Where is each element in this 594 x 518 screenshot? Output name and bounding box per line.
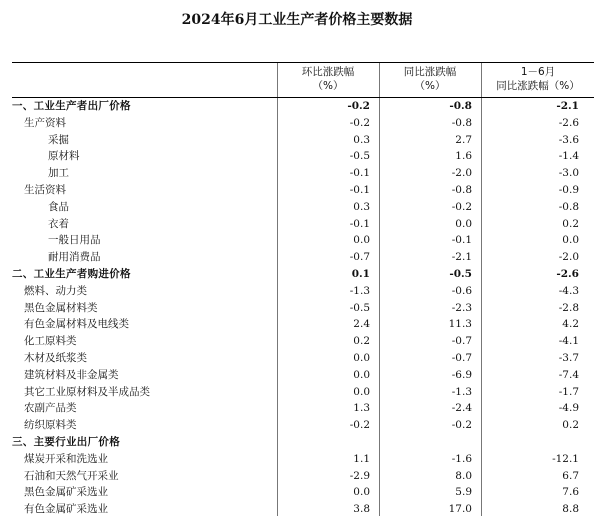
- cell-yoy: -6.9: [451, 368, 472, 381]
- cell-mom: -0.5: [349, 150, 370, 163]
- table-row: [12, 367, 594, 384]
- header-yoy-line2: （%）: [414, 80, 446, 92]
- cell-yoy: -0.8: [449, 100, 472, 112]
- table-row: [12, 434, 594, 451]
- table-row: [12, 266, 594, 283]
- header-mom-line2: （%）: [312, 80, 344, 92]
- table-row: [12, 98, 594, 115]
- table-row: [12, 451, 594, 468]
- cell-mom: 0.0: [353, 368, 370, 381]
- cell-ytd: -0.8: [558, 200, 579, 213]
- cell-ytd: -0.9: [558, 183, 579, 196]
- cell-ytd: 0.0: [562, 234, 579, 247]
- table-header: [12, 62, 594, 98]
- cell-mom: 0.3: [353, 200, 370, 213]
- row-label: 黑色金属矿采选业: [24, 486, 108, 499]
- cell-ytd: -3.0: [558, 167, 579, 180]
- cell-ytd: -2.6: [558, 116, 579, 129]
- table-row: [12, 249, 594, 266]
- table-row: [12, 216, 594, 233]
- header-yoy: [379, 65, 481, 93]
- table-row: [12, 283, 594, 300]
- cell-ytd: -2.0: [558, 251, 579, 264]
- table-row: [12, 468, 594, 485]
- cell-yoy: -0.1: [451, 234, 472, 247]
- row-label: 采掘: [48, 133, 69, 146]
- row-label: 一、工业生产者出厂价格: [12, 100, 131, 112]
- cell-yoy: -0.6: [451, 284, 472, 297]
- table-row: [12, 417, 594, 434]
- cell-mom: 0.0: [353, 234, 370, 247]
- table-row: [12, 384, 594, 401]
- row-label: 农副产品类: [24, 402, 77, 415]
- table-row: [12, 115, 594, 132]
- cell-mom: 3.8: [353, 503, 370, 516]
- cell-mom: 1.1: [353, 452, 370, 465]
- cell-mom: -0.1: [349, 217, 370, 230]
- cell-ytd: -1.7: [558, 385, 579, 398]
- cell-yoy: -2.0: [451, 167, 472, 180]
- cell-ytd: -3.7: [558, 351, 579, 364]
- cell-ytd: -1.4: [558, 150, 579, 163]
- cell-ytd: -7.4: [558, 368, 579, 381]
- row-label: 原材料: [48, 150, 80, 163]
- row-label: 有色金属矿采选业: [24, 503, 108, 516]
- page-title: 2024年6月工业生产者价格主要数据: [181, 12, 413, 28]
- table-row: [12, 165, 594, 182]
- row-label: 耐用消费品: [48, 251, 101, 264]
- table-row: [12, 316, 594, 333]
- cell-yoy: -0.8: [451, 116, 472, 129]
- row-label: 衣着: [48, 217, 69, 230]
- cell-mom: -0.2: [349, 419, 370, 432]
- cell-ytd: -3.6: [558, 133, 579, 146]
- cell-ytd: -4.9: [558, 402, 579, 415]
- cell-ytd: -12.1: [552, 452, 579, 465]
- row-label: 二、工业生产者购进价格: [12, 267, 131, 280]
- cell-yoy: -0.5: [449, 267, 472, 280]
- cell-mom: -0.2: [349, 116, 370, 129]
- cell-yoy: -2.3: [451, 301, 472, 314]
- cell-mom: 1.3: [353, 402, 370, 415]
- cell-yoy: 1.6: [455, 150, 472, 163]
- header-ytd-line1: 1－6月: [520, 66, 556, 78]
- row-label: 加工: [48, 167, 69, 180]
- cell-mom: 0.0: [353, 351, 370, 364]
- cell-yoy: 17.0: [448, 503, 472, 516]
- header-mom-line1: 环比涨跌幅: [301, 66, 355, 78]
- row-label: 一般日用品: [48, 234, 101, 247]
- row-label: 生产资料: [24, 116, 66, 129]
- cell-yoy: 11.3: [448, 318, 472, 331]
- cell-mom: -0.5: [349, 301, 370, 314]
- table-row: [12, 199, 594, 216]
- cell-ytd: 4.2: [562, 318, 579, 331]
- cell-mom: 0.2: [353, 335, 370, 348]
- header-yoy-line1: 同比涨跌幅: [403, 66, 457, 78]
- table-row: [12, 333, 594, 350]
- cell-mom: -0.2: [347, 100, 370, 112]
- row-label: 有色金属材料及电线类: [24, 318, 129, 331]
- row-label: 燃料、动力类: [24, 284, 87, 297]
- cell-ytd: -4.3: [558, 284, 579, 297]
- cell-yoy: 8.0: [455, 469, 472, 482]
- table-row: [12, 484, 594, 501]
- cell-yoy: -2.4: [451, 402, 472, 415]
- row-label: 食品: [48, 200, 69, 213]
- cell-yoy: -1.6: [451, 452, 472, 465]
- cell-yoy: 0.0: [455, 217, 472, 230]
- cell-ytd: 6.7: [562, 469, 579, 482]
- row-label: 生活资料: [24, 183, 66, 196]
- table-row: [12, 132, 594, 149]
- table-row: [12, 182, 594, 199]
- header-mom: [277, 65, 379, 93]
- cell-mom: 2.4: [353, 318, 370, 331]
- cell-ytd: -2.1: [556, 100, 579, 112]
- cell-yoy: -0.8: [451, 183, 472, 196]
- cell-mom: -0.7: [349, 251, 370, 264]
- row-label: 木材及纸浆类: [24, 351, 87, 364]
- row-label: 化工原料类: [24, 335, 77, 348]
- row-label: 纺织原料类: [24, 419, 77, 432]
- cell-ytd: -4.1: [558, 335, 579, 348]
- cell-mom: -1.3: [349, 284, 370, 297]
- cell-mom: 0.0: [353, 486, 370, 499]
- row-label: 黑色金属材料类: [24, 301, 98, 314]
- cell-mom: -0.1: [349, 167, 370, 180]
- header-ytd: [481, 65, 594, 93]
- cell-yoy: -0.7: [451, 335, 472, 348]
- table-row: [12, 300, 594, 317]
- row-label: 三、主要行业出厂价格: [12, 435, 120, 448]
- table-row: [12, 232, 594, 249]
- table-body: [12, 98, 594, 518]
- table-row: [12, 350, 594, 367]
- cell-ytd: 0.2: [562, 419, 579, 432]
- row-label: 石油和天然气开采业: [24, 469, 119, 482]
- table-row: [12, 501, 594, 518]
- cell-ytd: 8.8: [562, 503, 579, 516]
- cell-ytd: -2.6: [556, 267, 579, 280]
- row-label: 其它工业原材料及半成品类: [24, 385, 150, 398]
- price-data-table: [12, 62, 594, 518]
- cell-ytd: -2.8: [558, 301, 579, 314]
- cell-ytd: 7.6: [562, 486, 579, 499]
- header-ytd-line2: 同比涨跌幅（%）: [496, 80, 580, 92]
- cell-yoy: 2.7: [455, 133, 472, 146]
- cell-mom: -0.1: [349, 183, 370, 196]
- table-row: [12, 148, 594, 165]
- cell-ytd: 0.2: [562, 217, 579, 230]
- row-label: 煤炭开采和洗选业: [24, 452, 108, 465]
- table-row: [12, 400, 594, 417]
- cell-yoy: -1.3: [451, 385, 472, 398]
- cell-mom: -2.9: [349, 469, 370, 482]
- cell-mom: 0.0: [353, 385, 370, 398]
- cell-mom: 0.1: [351, 267, 370, 280]
- row-label: 建筑材料及非金属类: [24, 368, 119, 381]
- cell-mom: 0.3: [353, 133, 370, 146]
- cell-yoy: -0.7: [451, 351, 472, 364]
- cell-yoy: -0.2: [451, 419, 472, 432]
- cell-yoy: 5.9: [455, 486, 472, 499]
- cell-yoy: -2.1: [451, 251, 472, 264]
- cell-yoy: -0.2: [451, 200, 472, 213]
